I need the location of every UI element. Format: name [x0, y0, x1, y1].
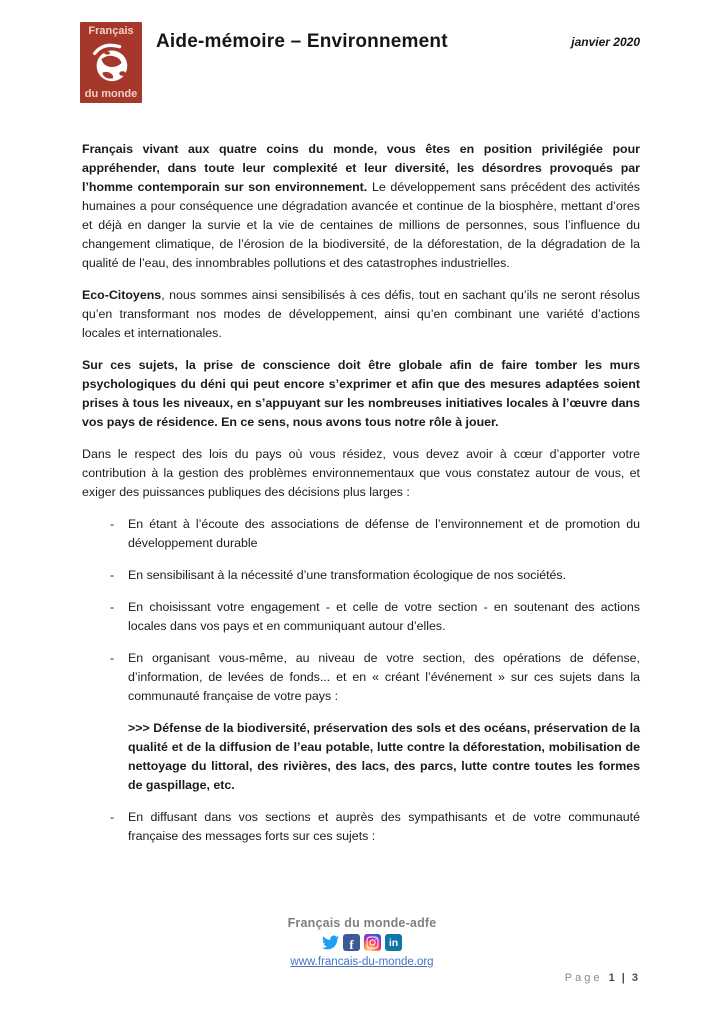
bullet-dash: -: [110, 651, 115, 665]
paragraph-conscience: Sur ces sujets, la prise de conscience doit être globale afin de faire tomber les murs psychologiques du déni qui peut encore s’exprimer et afin que des mesures adaptées soient prises à tous les niveaux, en s’appuyant sur les nombreuses initiatives locales à l’œuvre dans vos pays de résidence. En ce sens, nous avons tous notre rôle à jouer.: [82, 358, 640, 429]
twitter-icon[interactable]: [322, 934, 339, 951]
bullet-text: En sensibilisant à la nécessité d’une transformation écologique de nos sociétés.: [128, 568, 567, 582]
bullet-item-associations: [82, 515, 640, 553]
footer-org-name: Français du monde-adfe: [287, 916, 437, 930]
paragraph-ecocitoyens-bold: Eco-Citoyens: [82, 288, 162, 302]
bullet-item-diffusion: [82, 808, 640, 846]
org-logo: [80, 22, 142, 103]
social-links: [0, 933, 724, 952]
bullet-text: En étant à l’écoute des associations de défense de l’environnement et de promotion du développement durable: [128, 517, 640, 550]
bullet-text: En choisissant votre engagement - et celle de votre section - en soutenant des actions locales dans vos pays et en communiquant autour d’elles.: [128, 600, 640, 633]
header: [80, 22, 640, 103]
bullet-dash: -: [110, 517, 115, 531]
paragraph-intro-rest: Le développement sans précédent des activités humaines a pour conséquence une dégradation avancée et continue de la biosphère, mettant d’ores et déjà en danger la survie et la vie de centaines de millions de personnes, sous l’influence du changement climatique, de l’érosion de la biodiversité, de la déforestation, de la dégradation de la qualité de l’eau, des innombrables pollutions et des catastrophes industrielles.: [82, 180, 640, 270]
bullet-text: En organisant vous-même, au niveau de votre section, des opérations de défense, d’information, de levées de fonds... et en « créant l’événement » sur ces sujets dans la communauté française de votre pays :: [128, 651, 640, 703]
globe-icon: [88, 40, 134, 86]
paragraph-intro: [82, 140, 640, 273]
page-number-value: 1 | 3: [608, 972, 640, 984]
linkedin-icon[interactable]: in: [385, 934, 402, 951]
page-number-label: Page: [564, 972, 603, 984]
bullet-dash: -: [110, 568, 115, 582]
bullet-item-engagement: [82, 598, 640, 636]
bullet-dash: -: [110, 810, 115, 824]
logo-top-text: Français: [88, 25, 134, 37]
bullet-dash: -: [110, 600, 115, 614]
bullet-text: En diffusant dans vos sections et auprès des sympathisants et de votre communauté française des messages forts sur ces sujets :: [128, 810, 640, 843]
bullet-item-sensibilisation: [82, 566, 640, 585]
paragraph-intro-bold: Français vivant aux quatre coins du monde, vous êtes en position privilégiée pour appréhender, dans toute leur complexité et leur diversité, les désordres provoqués par l’homme contemporain sur son environnement.: [82, 142, 640, 194]
paragraph-ecocitoyens-rest: , nous sommes ainsi sensibilisés à ces défis, tout en sachant qu’ils ne seront résolus qu’en transformant nos modes de développement, ainsi qu’en combinant une variété d’actions locales et internationales.: [82, 288, 640, 340]
bullet-item-organisation: [82, 649, 640, 706]
page-title: Aide-mémoire – Environnement: [156, 31, 448, 52]
document-body: [82, 140, 640, 859]
paragraph-respect-lois: Dans le respect des lois du pays où vous résidez, vous devez avoir à cœur d’apporter votre contribution à la gestion des problèmes environnementaux que vous constatez autour de vous, et exiger des puissances publiques des décisions plus larges :: [82, 447, 640, 499]
facebook-icon[interactable]: f: [343, 934, 360, 951]
footer: [0, 916, 724, 970]
highlight-paragraph: >>> Défense de la biodiversité, préservation des sols et des océans, préservation de la qualité et de la diffusion de l’eau potable, lutte contre la déforestation, mobilisation de nettoyage du littoral, des rivières, des lacs, des parcs, lutte contre toutes les formes de gaspillage, etc.: [128, 721, 640, 792]
document-date: janvier 2020: [571, 35, 640, 49]
paragraph-ecocitoyens: [82, 286, 640, 343]
website-link[interactable]: www.francais-du-monde.org: [290, 956, 434, 968]
logo-bottom-text: du monde: [84, 88, 138, 100]
instagram-icon[interactable]: [364, 934, 381, 951]
page-number: [565, 972, 640, 984]
